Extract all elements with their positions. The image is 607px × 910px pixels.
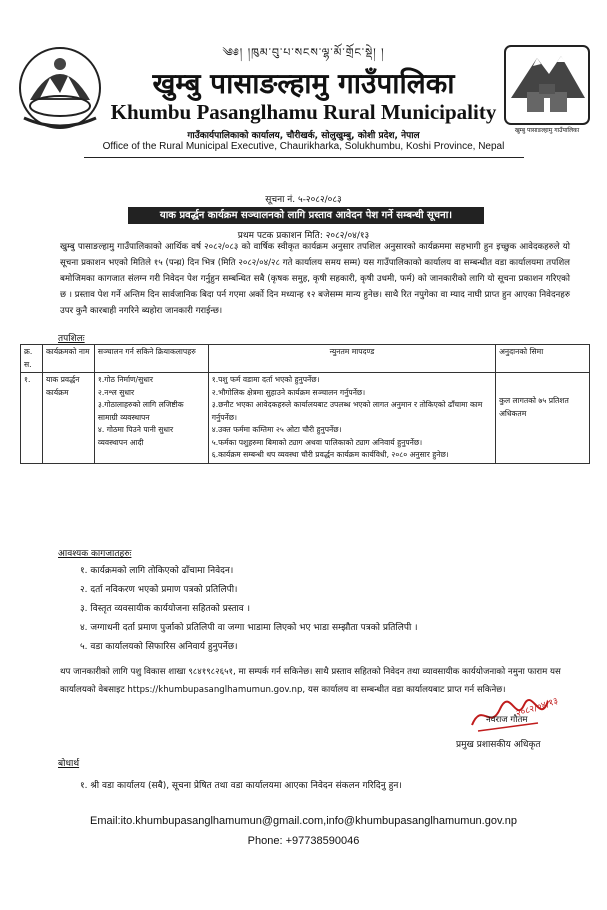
document-item: १. कार्यक्रमको लागि तोकिएको ढाँचामा निवेदन।: [80, 566, 234, 576]
municipality-title-english: Khumbu Pasanglhamu Rural Municipality: [110, 100, 497, 124]
col-header-sn: क्र. स.: [21, 345, 43, 373]
row-grant-limit: कुल लागतको ७५ प्रतिशत अधिकतम: [496, 373, 590, 464]
notice-paragraph: खुम्बु पासाङल्हामु गाउँपालिकाको आर्थिक वर्ष २०८२/०८३ को वार्षिक स्वीकृत कार्यक्रम अनुसार तपशिल अनुसारको कार्यक्रममा सहभागी हुन इच्छुक आवेदकहरुले यो सूचना प्रकाशन भएको मितिले १५ (पन्ध्र) दिन भित्र (मिति २०८२/०४/२८ गते कार्यालय समय सम्म) यस गाउँपालिकाको कार्यालय वा सम्बन्धीत वडा कार्यालयमा तपशिल बमोजिमका कागजात संलग्न गरी निवेदन पेश गर्नुहुन सम्बन्धित सबै (कृषक समुह, कृषी सहकारी, कृषी उधमी, फर्म) को जानकारीको लागि यो सूचना प्रकाशन गरिएको छ । प्रस्ताव पेश गर्ने अन्तिम दिन सार्वजानिक बिदा पर्न गएमा अर्को दिन मध्यान्ह १२ बजेसम्म मान्य हुनेछ। साथै रित नपुगेका वा म्याद नाघी प्राप्त हुन आएका निवेदनहरु उपर कुनै कारबाही नगरिने ब्यहोरा जानकारी गराईन्छ।: [60, 242, 570, 316]
document-item: २. दर्ता नविकरण भएको प्रमाण पत्रको प्रतिलिपी।: [80, 585, 238, 595]
criteria-item: १.पशु फर्म वडामा दर्ता भएको हुनुपर्नेछ।: [211, 375, 320, 384]
right-logo-caption: खुम्बु पासाङल्हामु गाउँपालिका: [514, 127, 580, 134]
activity-item: २.नश्ल सुधार: [97, 387, 135, 397]
activity-item: ३.गोठालाहरुको लागि लजिष्टीक सामाग्री व्यवस्थापन: [97, 400, 184, 422]
municipality-title-nepali: खुम्बु पासाङल्हामु गाउँपालिका: [152, 67, 455, 100]
col-header-program: कार्यक्रमको नाम: [42, 345, 94, 373]
document-item: ४. जग्गाधनी दर्ता प्रमाण पुर्जाको प्रतिलिपी वा जग्गा भाडामा लिएको भए भाडा सम्झौता पत्रको प्रतिलिपी ।: [80, 623, 418, 633]
criteria-item: ४.उक्त फर्ममा कम्तिमा २५ ओटा चौरी हुनुपर्नेछ।: [211, 425, 342, 434]
document-item: ५. वडा कार्यालयको सिफारिस अनिवार्य हुनुपर्नेछ।: [80, 642, 238, 652]
footer-phone: Phone: +97738590046: [247, 835, 360, 847]
documents-heading: आवश्यक कागजातहरुः: [58, 549, 132, 559]
contact-paragraph: थप जानकारीको लागि पशु विकास शाखा ९८४१९८२६५१, मा सम्पर्क गर्न सकिनेछ। साथै प्रस्ताव सहितको निवेदन तथा व्यावसायीक कार्ययोजनाको नमुना फाराम यस कार्यालयको वेबसाइट https://khumbupasanglhamumun.gov.np, यस कार्यालय वा सम्बन्धीत वडा कार्यालयबाट प्राप्त गर्न सकिनेछ।: [60, 667, 561, 695]
row-sn: १.: [21, 373, 43, 464]
row-criteria: [208, 373, 495, 464]
activity-item: १.गोठ निर्माण/सुधार: [97, 375, 153, 384]
criteria-item: २.भौगोलिक क्षेत्रमा सुहाउने कार्यक्रम सञ्चालन गर्नुपर्नेछ।: [211, 387, 366, 397]
row-program: याक प्रवर्द्धन कार्यक्रम: [42, 373, 94, 464]
office-address-english: Office of the Rural Municipal Executive, Chaurikharka, Solukhumbu, Koshi Province, Nepal: [102, 141, 505, 152]
bodhartha-heading: बोधार्थ: [58, 759, 80, 769]
tapashil-label: तपशिलः: [58, 334, 85, 344]
criteria-item: ५.फर्मका पशुहरुमा बिमाको ट्याग अथवा पालिकाको ट्याग अनिवार्य हुनुपर्नेछ।: [211, 437, 423, 447]
notice-title: याक प्रवर्द्धन कार्यक्रम सञ्चालनको लागि प्रस्ताव आवेदन पेश गर्ने सम्बन्धी सूचना।: [128, 207, 484, 224]
publication-date: प्रथम पटक प्रकाशन मिति: २०८२/०४/१३: [237, 231, 370, 241]
table-header-row: [21, 345, 590, 373]
header-divider: [84, 157, 524, 158]
table-row: [21, 373, 590, 464]
criteria-item: ३.छनौट भएका आवेदकहरुले कार्यालयबाट उपलब्ध भएको लागत अनुमान र तोकिएको ढाँचामा काम गर्नुपर्नेछ।: [211, 400, 483, 422]
criteria-item: ६.कार्यक्रम सम्बन्धी थप व्यवस्था चौरी प्रवर्द्धन कार्यक्रम कार्यविधी, २०८० अनुसार हुनेछ।: [211, 450, 449, 459]
signature-date: २०८२/०४/१३: [514, 696, 560, 720]
bodhartha-item: १. श्री वडा कार्यालय (सबै), सूचना प्रेषित तथा वडा कार्यालयमा आएका निवेदन संकलन गरिदिनु हुन।: [80, 781, 402, 791]
col-header-criteria: न्युनतम मापदण्ड: [208, 345, 495, 373]
office-address-nepali: गाउँकार्यपालिकाको कार्यालय, चौरीखर्क, सोलुखुम्बु, कोशी प्रदेश, नेपाल: [187, 131, 420, 141]
notice-number: सूचना नं. ५-२०८२/०८३: [265, 195, 342, 205]
col-header-grant: अनुदानको सिमा: [496, 345, 590, 373]
program-table: [20, 344, 590, 464]
tibetan-heading: ༄༅། །ཁུམ་བུ་པ་སངས་ལྷ་མོ་གྲོང་སྡེ། །: [222, 46, 385, 59]
signer-name: नवराज गौतम: [486, 715, 528, 725]
footer-email: Email:ito.khumbupasanglhamumun@gmail.com,info@khumbupasanglhamumun.gov.np: [90, 815, 517, 827]
activity-item: ४. गोठमा पिउने पानी सुधार व्यवस्थापन आदी: [97, 425, 174, 447]
signer-title: प्रमुख प्रशासकीय अधिकृत: [456, 740, 541, 750]
col-header-activities: सञ्चालन गर्न सकिने क्रियाकलापहरु: [94, 345, 208, 373]
document-item: ३. विस्तृत व्यवसायीक कार्ययोजना सहितको प्रस्ताव ।: [80, 604, 251, 614]
row-activities: [94, 373, 208, 464]
